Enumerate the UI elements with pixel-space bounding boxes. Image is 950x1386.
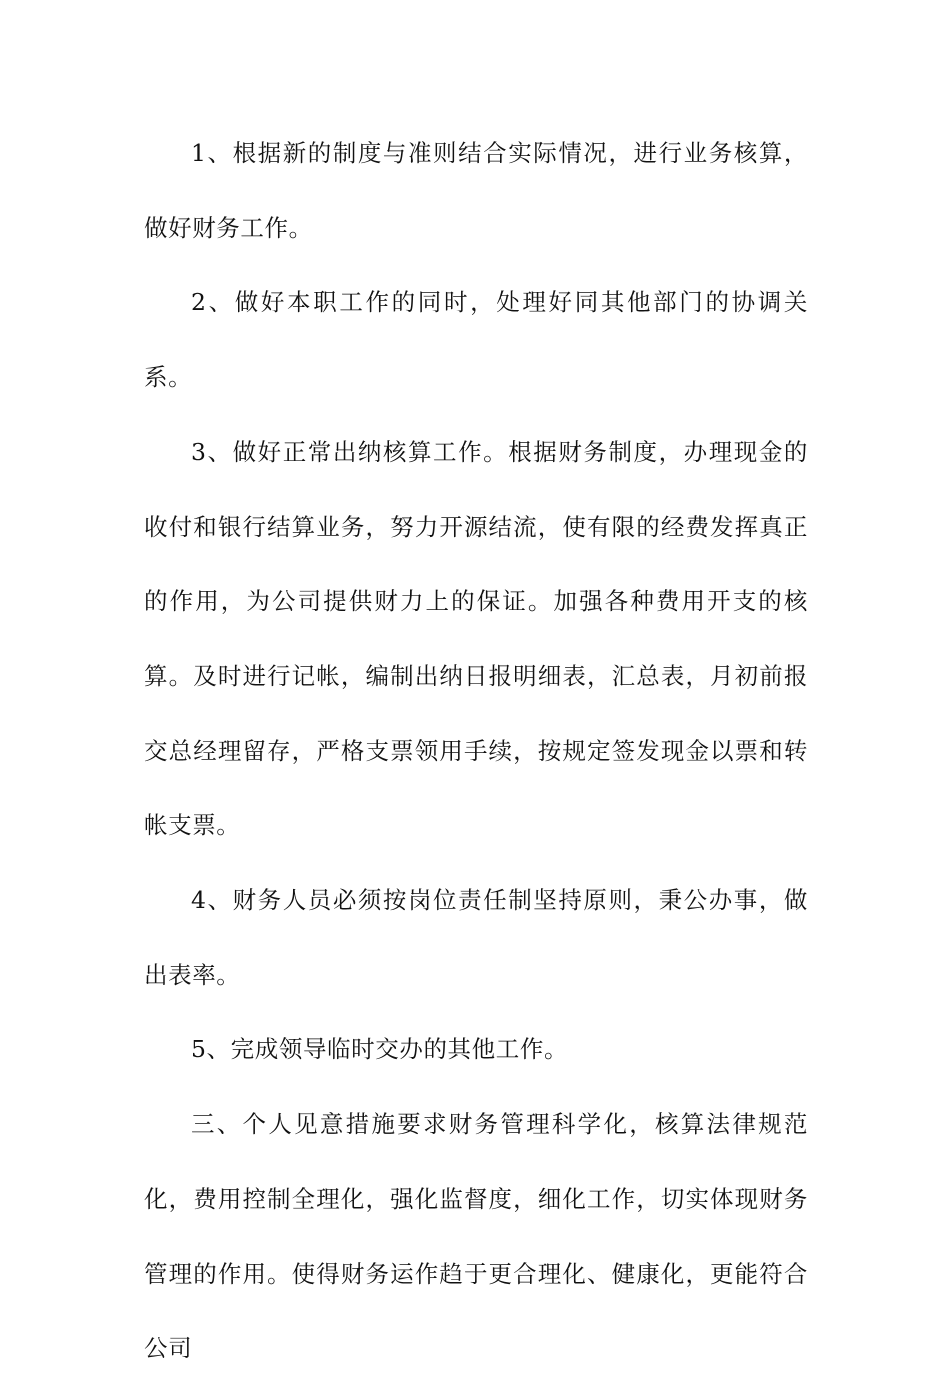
paragraph-item-2: 2、做好本职工作的同时，处理好同其他部门的协调关系。 xyxy=(144,288,808,392)
paragraph-item-5: 5、完成领导临时交办的其他工作。 xyxy=(191,1035,569,1064)
paragraph-item-4: 4、财务人员必须按岗位责任制坚持原则，秉公办事，做出表率。 xyxy=(144,886,808,989)
paragraph-item-1: 1、根据新的制度与准则结合实际情况，进行业务核算，做好财务工作。 xyxy=(144,139,808,242)
document-body xyxy=(144,116,808,1386)
paragraph-item-3: 3、做好正常出纳核算工作。根据财务制度，办理现金的收付和银行结算业务，努力开源结流，使有限的经费发挥真正的作用，为公司提供财力上的保证。加强各种费用开支的核算。及时进行记帐，编制出纳日报明细表，汇总表，月初前报交总经理留存，严格支票领用手续，按规定签发现金以票和转帐支票。 xyxy=(144,437,808,840)
paragraph-section-three: 三、个人见意措施要求财务管理科学化，核算法律规范化，费用控制全理化，强化监督度，细化工作，切实体现财务管理的作用。使得财务运作趋于更合理化、健康化，更能符合公司 xyxy=(144,1110,808,1363)
